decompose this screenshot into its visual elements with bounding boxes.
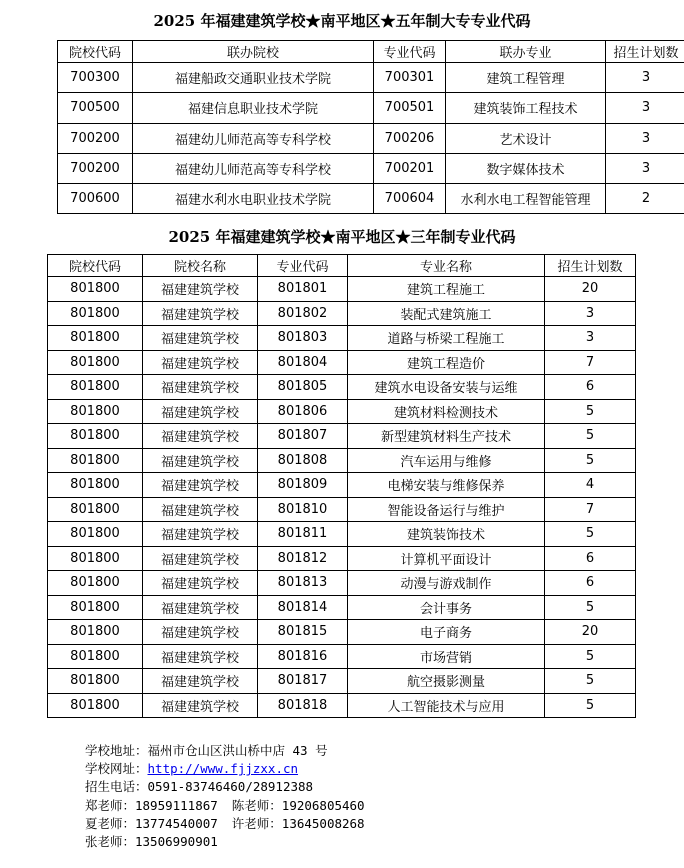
table-cell: 福建建筑学校 xyxy=(143,326,258,351)
table-cell: 7 xyxy=(545,497,636,522)
table-cell: 801814 xyxy=(258,595,348,620)
table-cell: 801808 xyxy=(258,448,348,473)
table-cell: 801817 xyxy=(258,669,348,694)
table-cell: 福建建筑学校 xyxy=(143,644,258,669)
table-cell: 3 xyxy=(545,326,636,351)
teacher-contact: 张老师：13506990901 xyxy=(85,834,218,850)
table-row xyxy=(48,571,636,596)
table-cell: 801800 xyxy=(48,448,143,473)
table-cell: 801800 xyxy=(48,399,143,424)
table-cell: 801800 xyxy=(48,693,143,718)
column-header: 招生计划数 xyxy=(606,41,684,63)
column-header: 专业名称 xyxy=(348,255,545,277)
table-cell: 2 xyxy=(606,184,684,214)
table-cell: 801800 xyxy=(48,571,143,596)
table-cell: 建筑装饰工程技术 xyxy=(446,93,606,123)
table-cell: 700301 xyxy=(374,63,446,93)
table-row xyxy=(48,620,636,645)
table-cell: 801805 xyxy=(258,375,348,400)
table-cell: 801800 xyxy=(48,473,143,498)
table-cell: 5 xyxy=(545,693,636,718)
table-cell: 动漫与游戏制作 xyxy=(348,571,545,596)
table-row xyxy=(48,350,636,375)
table-cell: 建筑工程施工 xyxy=(348,277,545,302)
table-cell: 7 xyxy=(545,350,636,375)
table-cell: 3 xyxy=(606,63,684,93)
three-year-title: 2025 年福建建筑学校★南平地区★三年制专业代码 xyxy=(168,228,516,246)
table-cell: 福建建筑学校 xyxy=(143,522,258,547)
table-cell: 801812 xyxy=(258,546,348,571)
table-cell: 801809 xyxy=(258,473,348,498)
table-cell: 6 xyxy=(545,571,636,596)
table-cell: 航空摄影测量 xyxy=(348,669,545,694)
table-row xyxy=(58,184,684,214)
table-cell: 700200 xyxy=(58,123,133,153)
table-cell: 道路与桥梁工程施工 xyxy=(348,326,545,351)
table-cell: 数字媒体技术 xyxy=(446,153,606,183)
table-cell: 700604 xyxy=(374,184,446,214)
table-cell: 3 xyxy=(545,301,636,326)
admission-phone: 招生电话：0591-83746460/28912388 xyxy=(85,779,314,795)
table-cell: 700200 xyxy=(58,153,133,183)
table-row xyxy=(48,301,636,326)
table-cell: 801815 xyxy=(258,620,348,645)
table-cell: 福建建筑学校 xyxy=(143,620,258,645)
table-cell: 700206 xyxy=(374,123,446,153)
table-cell: 700600 xyxy=(58,184,133,214)
teacher-line xyxy=(85,797,365,815)
table-cell: 福建建筑学校 xyxy=(143,571,258,596)
table-cell: 801804 xyxy=(258,350,348,375)
table-cell: 5 xyxy=(545,669,636,694)
table-cell: 20 xyxy=(545,277,636,302)
table-cell: 5 xyxy=(545,644,636,669)
teacher-contacts xyxy=(85,797,365,852)
contact-info xyxy=(85,742,365,851)
table-row xyxy=(48,522,636,547)
table-cell: 801802 xyxy=(258,301,348,326)
table-cell: 福建水利水电职业技术学院 xyxy=(133,184,374,214)
table-row xyxy=(48,424,636,449)
table-cell: 福建建筑学校 xyxy=(143,277,258,302)
table-cell: 建筑工程管理 xyxy=(446,63,606,93)
column-header: 院校名称 xyxy=(143,255,258,277)
table-header-row xyxy=(58,41,684,63)
table-row xyxy=(48,644,636,669)
table-cell: 建筑工程造价 xyxy=(348,350,545,375)
table-row xyxy=(48,546,636,571)
table-cell: 700501 xyxy=(374,93,446,123)
school-website-line xyxy=(85,760,365,778)
table-cell: 福建建筑学校 xyxy=(143,448,258,473)
table-row xyxy=(48,595,636,620)
column-header: 联办院校 xyxy=(133,41,374,63)
table-cell: 801800 xyxy=(48,620,143,645)
table-cell: 20 xyxy=(545,620,636,645)
table-cell: 801807 xyxy=(258,424,348,449)
table-cell: 智能设备运行与维护 xyxy=(348,497,545,522)
table-row xyxy=(58,153,684,183)
table-cell: 福建建筑学校 xyxy=(143,497,258,522)
table-cell: 801800 xyxy=(48,522,143,547)
column-header: 院校代码 xyxy=(58,41,133,63)
column-header: 专业代码 xyxy=(258,255,348,277)
table-cell: 3 xyxy=(606,93,684,123)
three-year-program-table xyxy=(47,254,636,718)
table-cell: 801800 xyxy=(48,326,143,351)
table-cell: 福建幼儿师范高等专科学校 xyxy=(133,123,374,153)
table-cell: 801818 xyxy=(258,693,348,718)
table-cell: 建筑水电设备安装与运维 xyxy=(348,375,545,400)
table-cell: 801800 xyxy=(48,424,143,449)
table-cell: 801800 xyxy=(48,375,143,400)
table-cell: 福建建筑学校 xyxy=(143,693,258,718)
table-cell: 福建建筑学校 xyxy=(143,301,258,326)
table-cell: 建筑装饰技术 xyxy=(348,522,545,547)
table-cell: 会计事务 xyxy=(348,595,545,620)
table-row xyxy=(48,473,636,498)
table-cell: 电子商务 xyxy=(348,620,545,645)
teacher-contact: 陈老师：19206805460 xyxy=(231,797,365,813)
table-cell: 3 xyxy=(606,153,684,183)
table-cell: 801806 xyxy=(258,399,348,424)
table-cell: 水利水电工程智能管理 xyxy=(446,184,606,214)
table-cell: 6 xyxy=(545,375,636,400)
table-cell: 801800 xyxy=(48,595,143,620)
teacher-line xyxy=(85,833,365,851)
teacher-line xyxy=(85,815,365,833)
table-cell: 福建建筑学校 xyxy=(143,595,258,620)
table-cell: 700300 xyxy=(58,63,133,93)
table-row xyxy=(58,93,684,123)
table-row xyxy=(48,399,636,424)
table-cell: 5 xyxy=(545,424,636,449)
table-cell: 福建建筑学校 xyxy=(143,424,258,449)
teacher-contact: 郑老师：18959111867 xyxy=(85,797,218,813)
website-link[interactable]: http://www.fjjzxx.cn xyxy=(147,761,299,777)
table-cell: 新型建筑材料生产技术 xyxy=(348,424,545,449)
table-row xyxy=(48,326,636,351)
five-year-program-table xyxy=(57,40,684,214)
table-cell: 福建建筑学校 xyxy=(143,350,258,375)
table-cell: 700201 xyxy=(374,153,446,183)
table-row xyxy=(48,693,636,718)
table-cell: 801800 xyxy=(48,350,143,375)
table-row xyxy=(58,63,684,93)
table-cell: 艺术设计 xyxy=(446,123,606,153)
teacher-contact: 夏老师：13774540007 xyxy=(85,815,218,831)
column-header: 专业代码 xyxy=(374,41,446,63)
table-cell: 801813 xyxy=(258,571,348,596)
table-cell: 市场营销 xyxy=(348,644,545,669)
website-label: 学校网址： xyxy=(85,761,148,777)
column-header: 联办专业 xyxy=(446,41,606,63)
table-row xyxy=(48,448,636,473)
table-row xyxy=(58,123,684,153)
table-cell: 5 xyxy=(545,448,636,473)
table-cell: 801800 xyxy=(48,277,143,302)
table-cell: 3 xyxy=(606,123,684,153)
teacher-contact: 许老师：13645008268 xyxy=(231,815,365,831)
table-cell: 装配式建筑施工 xyxy=(348,301,545,326)
table-cell: 801816 xyxy=(258,644,348,669)
table-cell: 人工智能技术与应用 xyxy=(348,693,545,718)
table-cell: 福建建筑学校 xyxy=(143,546,258,571)
table-cell: 801800 xyxy=(48,301,143,326)
table-cell: 801810 xyxy=(258,497,348,522)
table-cell: 建筑材料检测技术 xyxy=(348,399,545,424)
column-header: 院校代码 xyxy=(48,255,143,277)
table-cell: 电梯安装与维修保养 xyxy=(348,473,545,498)
table-cell: 801800 xyxy=(48,644,143,669)
table-cell: 计算机平面设计 xyxy=(348,546,545,571)
table-cell: 福建建筑学校 xyxy=(143,399,258,424)
table-cell: 福建船政交通职业技术学院 xyxy=(133,63,374,93)
table-cell: 5 xyxy=(545,522,636,547)
table-cell: 5 xyxy=(545,399,636,424)
table-cell: 801800 xyxy=(48,546,143,571)
table-header-row xyxy=(48,255,636,277)
table-cell: 福建建筑学校 xyxy=(143,375,258,400)
table-row xyxy=(48,375,636,400)
table-cell: 4 xyxy=(545,473,636,498)
table-cell: 801800 xyxy=(48,497,143,522)
table-cell: 福建建筑学校 xyxy=(143,669,258,694)
column-header: 招生计划数 xyxy=(545,255,636,277)
table-row xyxy=(48,669,636,694)
school-address: 学校地址：福州市仓山区洪山桥中店 43 号 xyxy=(85,743,328,758)
table-cell: 801811 xyxy=(258,522,348,547)
table-cell: 6 xyxy=(545,546,636,571)
table-cell: 700500 xyxy=(58,93,133,123)
table-cell: 801803 xyxy=(258,326,348,351)
table-row xyxy=(48,497,636,522)
table-row xyxy=(48,277,636,302)
table-cell: 801801 xyxy=(258,277,348,302)
table-cell: 汽车运用与维修 xyxy=(348,448,545,473)
table-cell: 福建信息职业技术学院 xyxy=(133,93,374,123)
table-cell: 福建建筑学校 xyxy=(143,473,258,498)
table-cell: 福建幼儿师范高等专科学校 xyxy=(133,153,374,183)
table-cell: 801800 xyxy=(48,669,143,694)
five-year-title: 2025 年福建建筑学校★南平地区★五年制大专专业代码 xyxy=(153,12,531,30)
table-cell: 5 xyxy=(545,595,636,620)
